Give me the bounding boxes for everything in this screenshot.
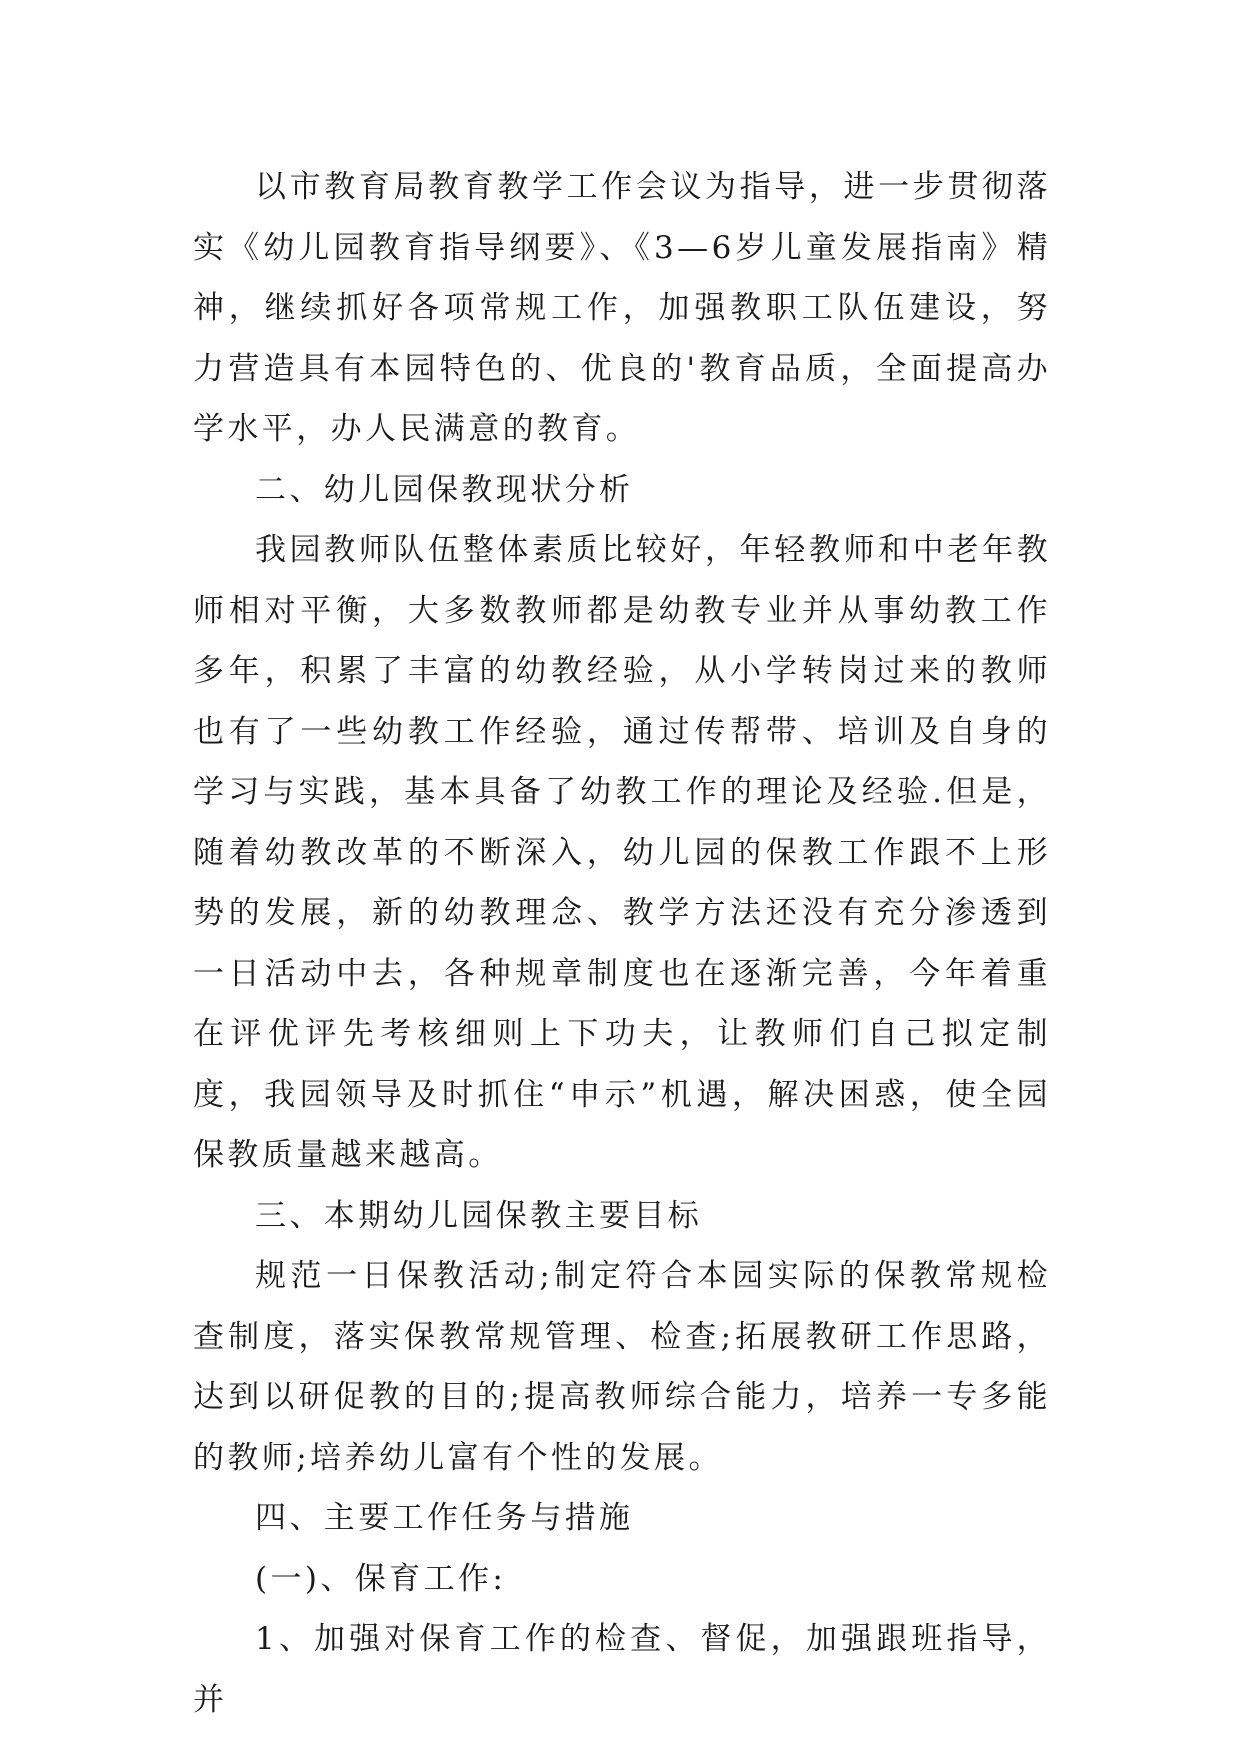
document-body: [193, 157, 1051, 1730]
intro-paragraph: 以市教育局教育教学工作会议为指导，进一步贯彻落实《幼儿园教育指导纲要》、《3—6岁儿童发展指南》精神，继续抓好各项常规工作，加强教职工队伍建设，努力营造具有本园特色的、优良的'教育品质，全面提高办学水平，办人民满意的教育。: [193, 169, 1051, 447]
status-analysis-paragraph: 我园教师队伍整体素质比较好，年轻教师和中老年教师相对平衡，大多数教师都是幼教专业并从事幼教工作多年，积累了丰富的幼教经验，从小学转岗过来的教师也有了一些幼教工作经验，通过传帮带、培训及自身的学习与实践，基本具备了幼教工作的理论及经验.但是，随着幼教改革的不断深入，幼儿园的保教工作跟不上形势的发展，新的幼教理念、教学方法还没有充分渗透到一日活动中去，各种规章制度也在逐渐完善，今年着重在评优评先考核细则上下功夫，让教师们自己拟定制度，我园领导及时抓住“申示”机遇，解决困惑，使全园保教质量越来越高。: [193, 532, 1051, 1173]
section-heading-4: 四、主要工作任务与措施: [255, 1500, 634, 1536]
section-heading-3: 三、本期幼儿园保教主要目标: [255, 1197, 703, 1234]
section-heading-2: 二、幼儿园保教现状分析: [255, 471, 634, 508]
subsection-heading-1: (一)、保育工作:: [255, 1560, 507, 1597]
goals-paragraph: 规范一日保教活动;制定符合本园实际的保教常规检查制度，落实保教常规管理、检查;拓展教研工作思路，达到以研促教的目的;提高教师综合能力，培养一专多能的教师;培养幼儿富有个性的发展。: [193, 1258, 1051, 1476]
task-item-1: 1、加强对保育工作的检查、督促，加强跟班指导，并: [193, 1621, 1051, 1718]
